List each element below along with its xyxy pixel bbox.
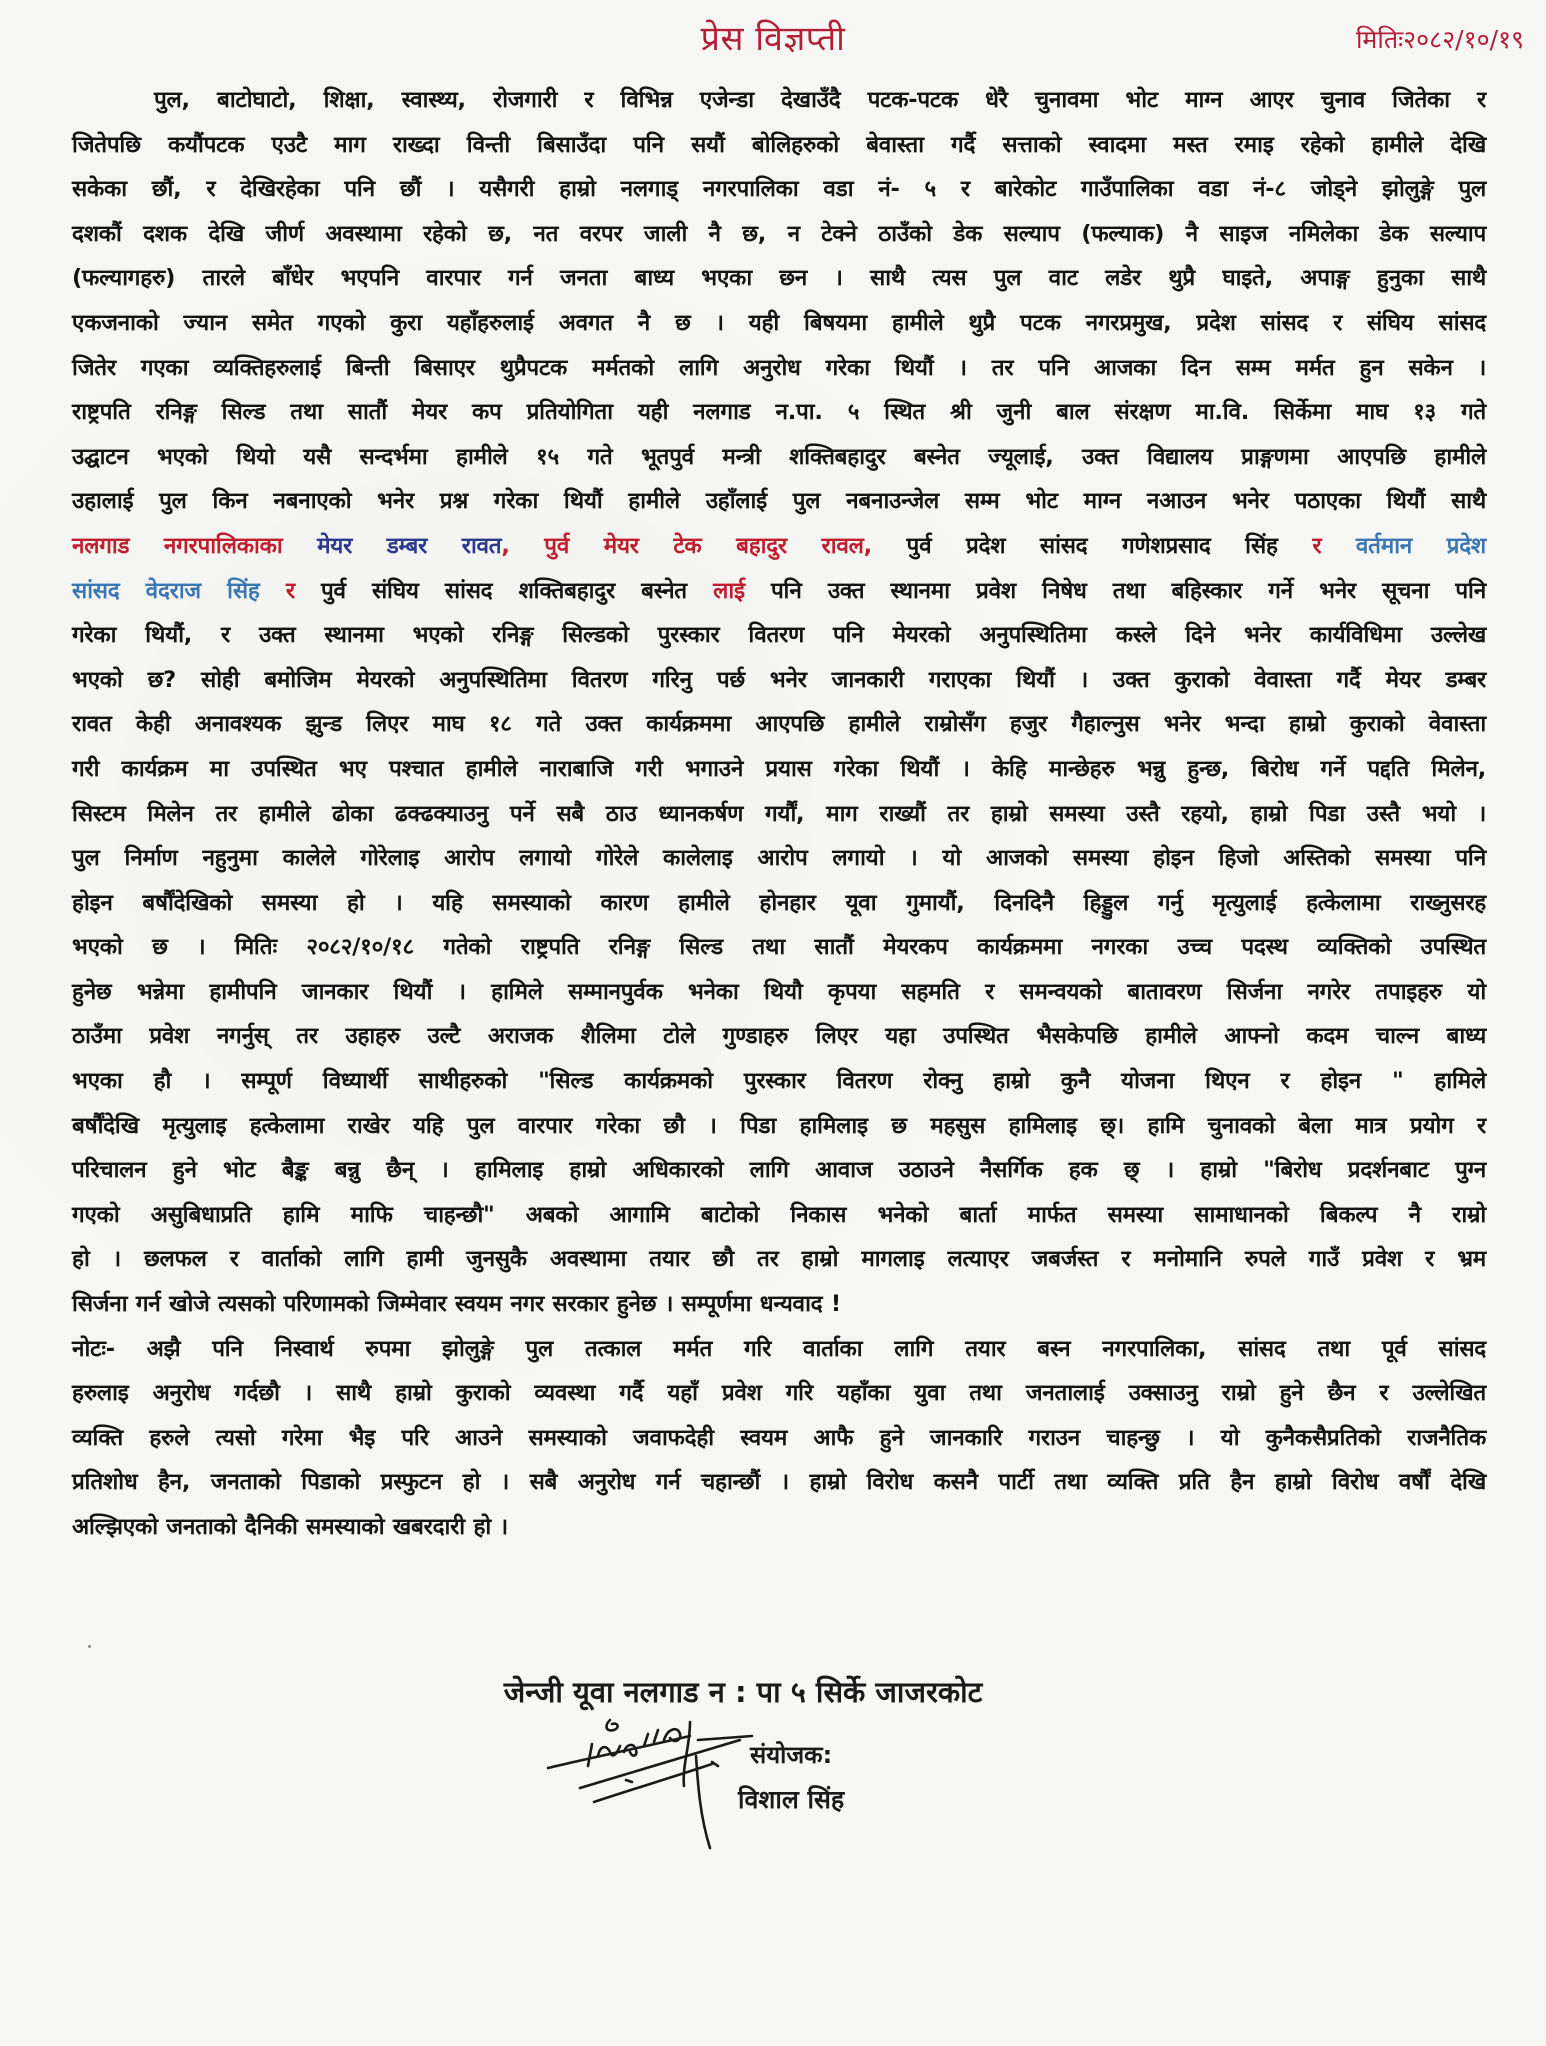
body-line: हुनेछ भन्नेमा हामीपनि जानकार थियौं । हामिले सम्मानपुर्वक भनेका थियौ कृपया सहमति र समन्वयको बातावरण सिर्जना नगरेर तपाइहरु यो — [72, 978, 1486, 1005]
body-line: पुल निर्माण नहुनुमा कालेले गोरेलाइ आरोप लगायो गोरेले कालेलाइ आरोप लगायो । यो आजको समस्या होइन हिजो अस्तिको समस्या पनि — [72, 845, 1486, 872]
body-line: जितेर गएका व्यक्तिहरुलाई बिन्ती बिसाएर थुप्रैपटक मर्मतको लागि अनुरोध गरेका थियौं । तर पनि आजका दिन सम्म मर्मत हुन सकेन । — [72, 354, 1486, 381]
body-line: हो । छलफल र वार्ताको लागि हामी जुनसुकै अवस्थामा तयार छौ तर हाम्रो मागलाइ लत्याएर जबर्जस्त र मनोमानि रुपले गाउँ प्रवेश र भ्रम — [72, 1246, 1486, 1273]
highlighted-line-2 — [72, 569, 1486, 614]
body-line: (फल्यागहरु) तारले बाँधेर भएपनि वारपार गर्न जनता बाध्य भएका छन । साथै त्यस पुल वाट लडेर थुप्रै घाइते, अपाङ्ग हुनुका साथै — [72, 265, 1486, 292]
paragraph-part-1 — [72, 78, 1486, 524]
body-line: भएका हौ । सम्पूर्ण विध्यार्थी साथीहरुको "सिल्ड कार्यक्रमको पुरस्कार वितरण रोक्नु हाम्रो कुनै योजना थिएन र होइन " हामिले — [72, 1068, 1486, 1095]
highlighted-segment: र — [259, 577, 322, 604]
body-line: एकजनाको ज्यान समेत गएको कुरा यहाँहरुलाई अवगत नै छ । यही बिषयमा हामीले थुप्रै पटक नगरप्रमुख, प्रदेश सांसद र संघिय सांसद — [72, 309, 1486, 336]
signature-scribble-icon — [540, 1716, 900, 1856]
signatory-role: संयोजक: — [750, 1741, 833, 1769]
signatory-name: विशाल सिंह — [738, 1785, 845, 1814]
body-line: व्यक्ति हरुले त्यसो गरेमा भैइ परि आउने समस्याको जवाफदेही स्वयम आफै हुने जानकारि गराउन चाहन्छु । यो कुनैकसैप्रतिको राजनैतिक — [72, 1424, 1486, 1451]
highlighted-line-1 — [72, 524, 1486, 569]
highlighted-segment: पुर्व संघिय सांसद शक्तिबहादुर बस्नेत — [321, 577, 714, 604]
release-date: मितिः२०८२/१०/१९ — [1355, 25, 1524, 54]
paragraph-part-2 — [72, 613, 1486, 1327]
body-line: भएको छ? सोही बमोजिम मेयरको अनुपस्थितिमा वितरण गरिनु पर्छ भनेर जानकारी गराएका थियौं । उक्त कुराको वेवास्ता गर्दै मेयर डम्बर — [72, 666, 1486, 693]
body-line: भएको छ । मितिः २०८२/१०/१८ गतेको राष्ट्रपति रनिङ्ग सिल्ड तथा सातौं मेयरकप कार्यक्रममा नगरका उच्च पदस्थ व्यक्तिको उपस्थित — [72, 934, 1486, 961]
highlighted-segment: सांसद वेदराज सिंह — [72, 577, 260, 604]
highlighted-segment: पनि उक्त स्थानमा प्रवेश निषेध तथा बहिस्कार गर्ने भनेर सूचना पनि — [744, 577, 1487, 604]
body-line: बर्षौंदेखि मृत्युलाइ हत्केलामा राखेर यहि पुल वारपार गरेका छौ । पिडा हामिलाइ छ महसुस हामिलाइ छ्। हामि चुनावको बेला मात्र प्रयोग र — [72, 1112, 1486, 1139]
body-line: सकेका छौं, र देखिरहेका पनि छौं । यसैगरी हाम्रो नलगाड् नगरपालिका वडा नं- ५ र बारेकोट गाउँपालिका वडा नं-८ जोड्ने झोलुङ्गे पुल — [72, 176, 1486, 203]
body-line: गएको असुबिधाप्रति हामि माफि चाहन्छौ" अबको आगामि बाटोको निकास भनेको बार्ता मार्फत समस्या सामाधानको बिकल्प नै राम्रो — [72, 1201, 1486, 1228]
press-release-body — [72, 78, 1486, 1550]
body-line: परिचालन हुने भोट बैङ्क बन्नु छैन् । हामिलाइ हाम्रो अधिकारको लागि आवाज उठाउने नैसर्गिक हक छ् । हाम्रो "बिरोध प्रदर्शनबाट पुग्न — [72, 1157, 1486, 1184]
note-paragraph — [72, 1327, 1486, 1550]
body-line: ठाउँमा प्रवेश नगर्नुस् तर उहाहरु उल्टै अराजक शैलिमा टोले गुण्डाहरु लिएर यहा उपस्थित भैसकेपछि हामीले आफ्नो कदम चाल्न बाध्य — [72, 1023, 1486, 1050]
body-line: उहालाई पुल किन नबनाएको भनेर प्रश्न गरेका थियौं हामीले उहाँलाई पुल नबनाउन्जेल सम्म भोट माग्न नआउन भनेर पठाएका थियौं साथै — [72, 488, 1486, 515]
body-line: हरुलाइ अनुरोध गर्दछौ । साथै हाम्रो कुराको व्यवस्था गर्दै यहाँ प्रवेश गरि यहाँका युवा तथा जनतालाई उक्साउनु राम्रो हुने छैन र उल्लेखित — [72, 1380, 1486, 1407]
highlighted-segment: नलगाड नगरपालिकाका — [72, 532, 283, 559]
body-line: अल्झिएको जनताको दैनिकी समस्याको खबरदारी हो । — [72, 1514, 508, 1540]
body-line: नोटः- अझै पनि निस्वार्थ रुपमा झोलुङ्गे पुल तत्काल मर्मत गरि वार्ताका लागि तयार बस्न नगरपालिका, सांसद तथा पूर्व सांसद — [72, 1335, 1486, 1362]
body-line: सिस्टम मिलेन तर हामीले ढोका ढक्ढक्याउनु पर्ने सबै ठाउ ध्यानकर्षण गर्यौं, माग राख्यौं तर हाम्रो समस्या उस्तै रहयो, हाम्रो पिडा उस्तै भयो । — [72, 800, 1486, 827]
highlighted-segment: पुर्व प्रदेश सांसद गणेशप्रसाद सिंह — [871, 532, 1278, 559]
body-line: गरेका थियौं, र उक्त स्थानमा भएको रनिङ्ग सिल्डको पुरस्कार वितरण पनि मेयरको अनुपस्थितिमा कस्ले दिने भनेर कार्यविधिमा उल्लेख — [72, 622, 1486, 649]
body-line: दशकौं दशक देखि जीर्ण अवस्थामा रहेको छ, नत वरपर जाली नै छ, न टेक्ने ठाउँको डेक सल्याप (फल्याक) नै साइज नमिलेका डेक सल्याप — [72, 220, 1486, 247]
highlighted-segment: र — [1277, 532, 1356, 559]
page-title: प्रेस विज्ञप्ती — [700, 19, 846, 59]
signature — [540, 1716, 900, 1856]
body-line: सिर्जना गर्न खोजे त्यसको परिणामको जिम्मेवार स्वयम नगर सरकार हुनेछ । सम्पूर्णमा धन्यवाद ! — [72, 1291, 841, 1318]
highlighted-segment: , पुर्व मेयर टेक बहादुर रावल, — [501, 532, 872, 559]
body-line: गरी कार्यक्रम मा उपस्थित भए पश्चात हामीले नाराबाजि गरी भगाउने प्रयास गरेका थियौं । केहि मान्छेहरु भन्नु हुन्छ, बिरोध गर्ने पद्दति मिलेन, — [72, 755, 1486, 782]
scan-speck — [88, 1645, 91, 1648]
highlighted-segment: मेयर डम्बर रावत — [282, 532, 502, 559]
highlighted-segment: वर्तमान प्रदेश — [1355, 532, 1486, 559]
highlighted-segment: लाई — [713, 577, 745, 604]
organization-signoff: जेन्जी यूवा नलगाड न : पा ५ सिर्के जाजरकोट — [503, 1675, 983, 1709]
body-line: रावत केही अनावश्यक झुन्ड लिएर माघ १८ गते उक्त कार्यक्रममा आएपछि हामीले राम्रोसँग हजुर गैहाल्नुस भनेर भन्दा हाम्रो कुराको वेवास्ता — [72, 711, 1486, 738]
body-line: होइन बर्षौंदेखिको समस्या हो । यहि समस्याको कारण हामीले होनहार यूवा गुमायौं, दिनदिनै हिड्डुल गर्नु मृत्युलाई हत्केलामा राख्नुसरह — [72, 889, 1486, 916]
body-line: उद्घाटन भएको थियो यसै सन्दर्भमा हामीले १५ गते भूतपुर्व मन्त्री शक्तिबहादुर बस्नेत ज्यूलाई, उक्त विद्यालय प्राङ्गणमा आएपछि हामीले — [72, 443, 1486, 470]
body-line: पुल, बाटोघाटो, शिक्षा, स्वास्थ्य, रोजगारी र विभिन्न एजेन्डा देखाउँदै पटक-पटक धेरै चुनावमा भोट माग्न आएर चुनाव जितेका र — [154, 87, 1486, 113]
body-line: राष्ट्रपति रनिङ्ग सिल्ड तथा सातौं मेयर कप प्रतियोगिता यही नलगाड न.पा. ५ स्थित श्री जुनी बाल संरक्षण मा.वि. सिर्केमा माघ १३ गते — [72, 399, 1486, 426]
body-line: जितेपछि कयौंपटक एउटै माग राख्दा विन्ती बिसाउँदा पनि सयौं बोलिहरुको बेवास्ता गर्दै सत्ताको स्वादमा मस्त रमाइ रहेको हामीले देखि — [72, 131, 1486, 158]
body-line: प्रतिशोध हैन, जनताको पिडाको प्रस्फुटन हो । सबै अनुरोध गर्न चहान्छौं । हाम्रो विरोध कसनै पार्टी तथा व्यक्ति प्रति हैन हाम्रो विरोध वर्षौं देखि — [72, 1469, 1486, 1496]
